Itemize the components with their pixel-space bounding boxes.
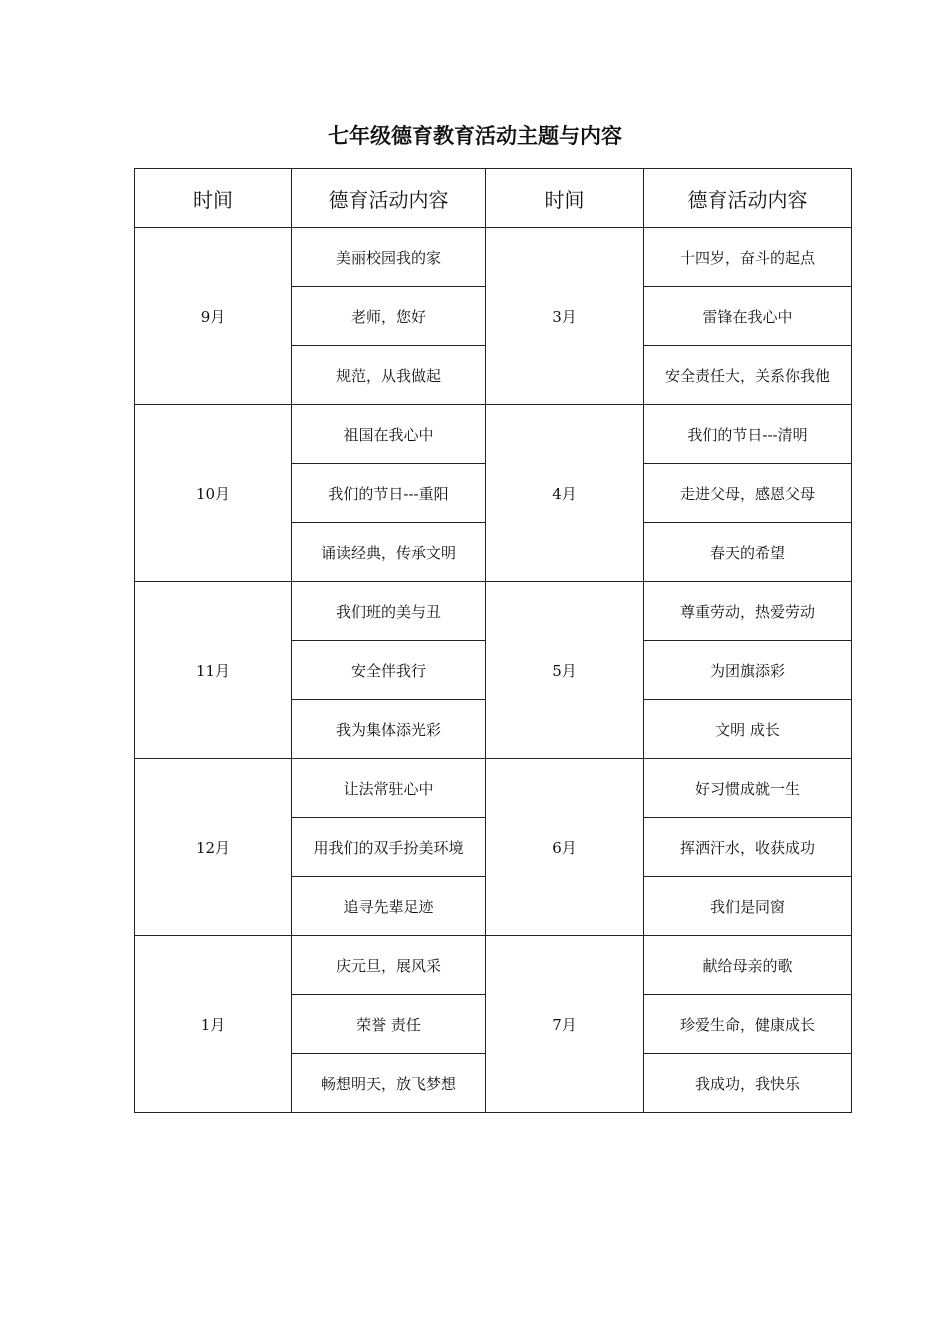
right-activity-cell: 我们的节日---清明 <box>644 405 852 464</box>
left-activity-cell: 庆元旦，展风采 <box>292 936 486 995</box>
right-activity-cell: 珍爱生命，健康成长 <box>644 995 852 1054</box>
table-row <box>135 936 852 995</box>
left-activity-cell: 荣誉 责任 <box>292 995 486 1054</box>
left-activity-cell: 老师，您好 <box>292 287 486 346</box>
left-month-cell: 11月 <box>135 582 292 759</box>
header-content-right: 德育活动内容 <box>644 169 852 228</box>
page-title: 七年级德育教育活动主题与内容 <box>328 123 622 148</box>
right-activity-cell: 雷锋在我心中 <box>644 287 852 346</box>
right-activity-cell: 挥洒汗水，收获成功 <box>644 818 852 877</box>
left-month-cell: 1月 <box>135 936 292 1113</box>
right-activity-cell: 我成功，我快乐 <box>644 1054 852 1113</box>
left-month-cell: 9月 <box>135 228 292 405</box>
left-activity-cell: 规范，从我做起 <box>292 346 486 405</box>
left-activity-cell: 诵读经典，传承文明 <box>292 523 486 582</box>
header-time-left: 时间 <box>135 169 292 228</box>
left-month-cell: 10月 <box>135 405 292 582</box>
right-month-cell: 7月 <box>486 936 644 1113</box>
left-activity-cell: 美丽校园我的家 <box>292 228 486 287</box>
header-content-left: 德育活动内容 <box>292 169 486 228</box>
right-activity-cell: 春天的希望 <box>644 523 852 582</box>
table-row <box>135 759 852 818</box>
right-month-cell: 5月 <box>486 582 644 759</box>
right-month-cell: 4月 <box>486 405 644 582</box>
left-activity-cell: 安全伴我行 <box>292 641 486 700</box>
right-month-cell: 6月 <box>486 759 644 936</box>
right-month-cell: 3月 <box>486 228 644 405</box>
header-time-right: 时间 <box>486 169 644 228</box>
left-month-cell: 12月 <box>135 759 292 936</box>
left-activity-cell: 畅想明天，放飞梦想 <box>292 1054 486 1113</box>
right-activity-cell: 安全责任大，关系你我他 <box>644 346 852 405</box>
table-row <box>135 582 852 641</box>
left-activity-cell: 我们班的美与丑 <box>292 582 486 641</box>
left-activity-cell: 用我们的双手扮美环境 <box>292 818 486 877</box>
right-activity-cell: 十四岁，奋斗的起点 <box>644 228 852 287</box>
left-activity-cell: 让法常驻心中 <box>292 759 486 818</box>
table-header-row <box>135 169 852 228</box>
left-activity-cell: 祖国在我心中 <box>292 405 486 464</box>
table-row <box>135 228 852 287</box>
left-activity-cell: 我们的节日---重阳 <box>292 464 486 523</box>
right-activity-cell: 走进父母，感恩父母 <box>644 464 852 523</box>
left-activity-cell: 追寻先辈足迹 <box>292 877 486 936</box>
activity-schedule-table <box>134 168 852 1113</box>
right-activity-cell: 为团旗添彩 <box>644 641 852 700</box>
right-activity-cell: 尊重劳动，热爱劳动 <box>644 582 852 641</box>
left-activity-cell: 我为集体添光彩 <box>292 700 486 759</box>
right-activity-cell: 我们是同窗 <box>644 877 852 936</box>
table-row <box>135 405 852 464</box>
right-activity-cell: 文明 成长 <box>644 700 852 759</box>
right-activity-cell: 好习惯成就一生 <box>644 759 852 818</box>
right-activity-cell: 献给母亲的歌 <box>644 936 852 995</box>
